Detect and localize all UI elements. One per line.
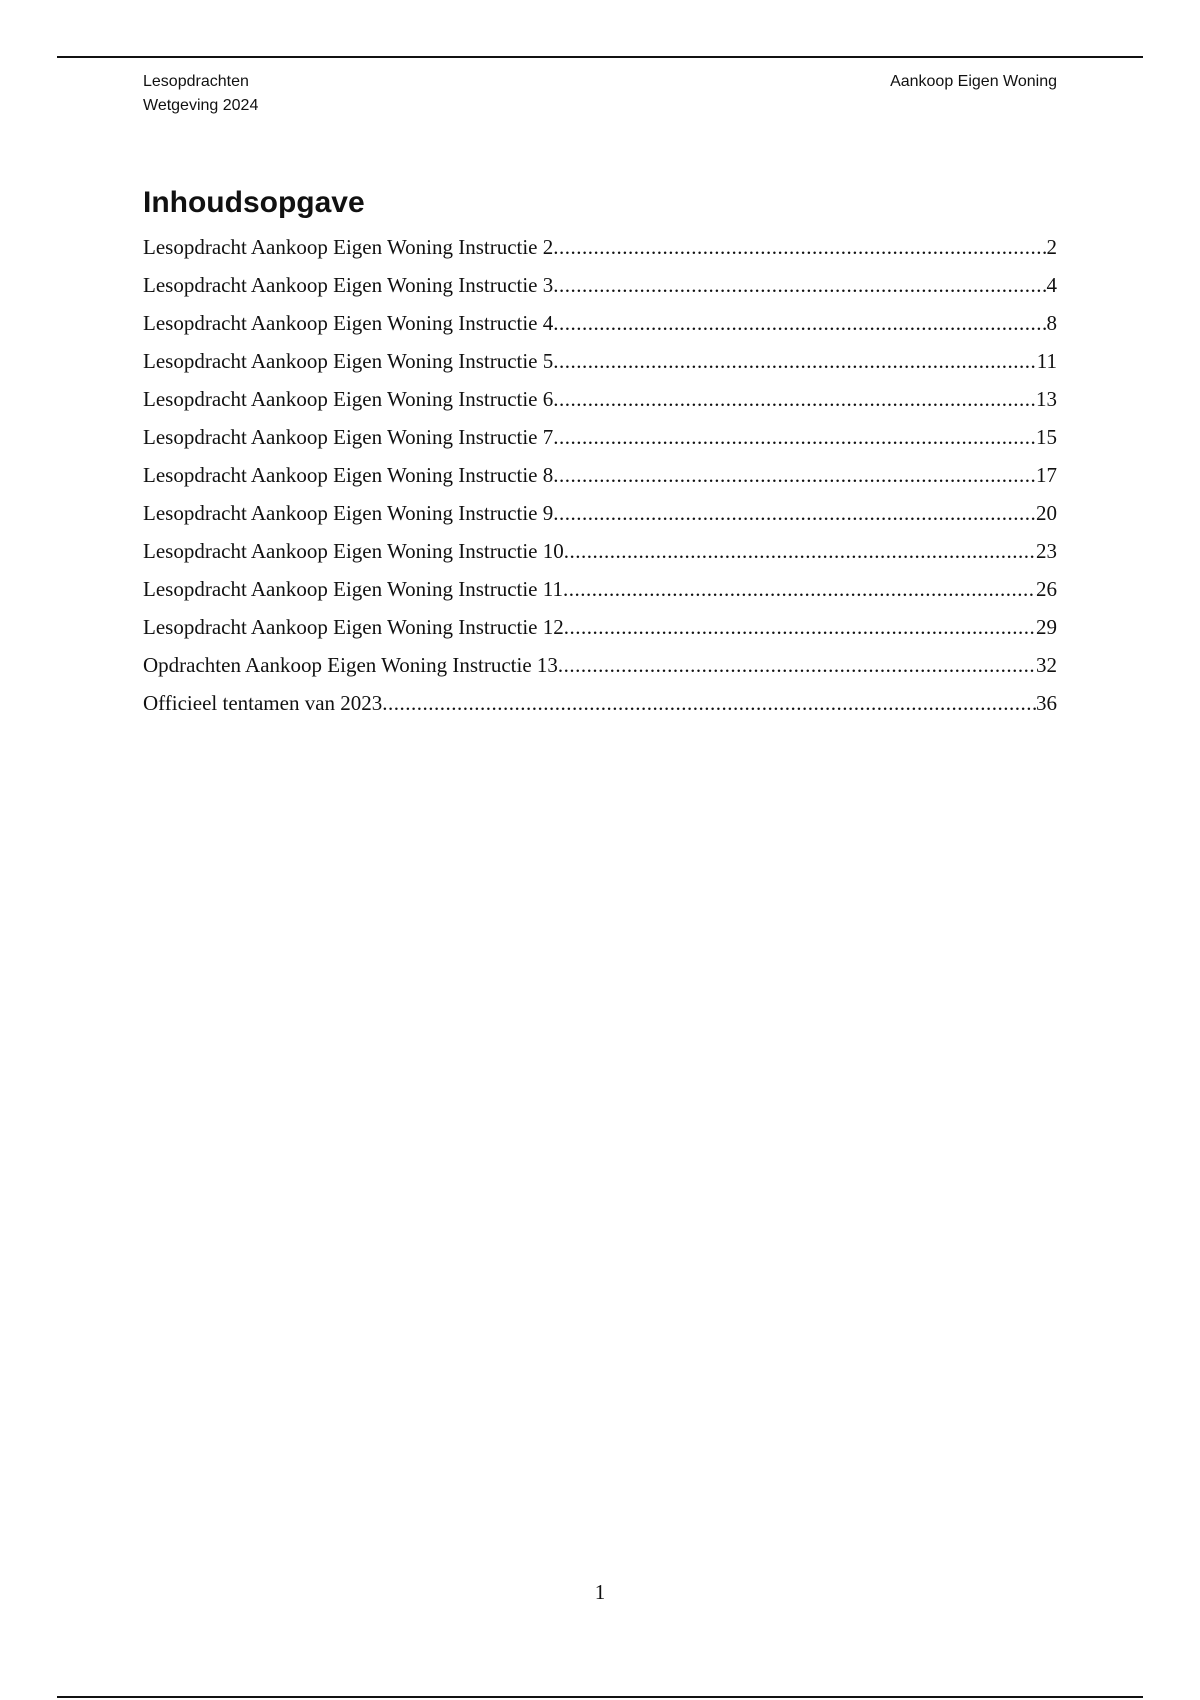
toc-title: Inhoudsopgave bbox=[143, 186, 365, 219]
toc-entry-page: 2 bbox=[1046, 235, 1057, 259]
toc-entry-text: Lesopdracht Aankoop Eigen Woning Instructie 2 bbox=[143, 235, 554, 259]
toc-entry[interactable] bbox=[143, 266, 1057, 304]
toc-dot-leader bbox=[558, 646, 1036, 684]
toc-entry[interactable] bbox=[143, 570, 1057, 608]
toc-entry-page: 11 bbox=[1036, 349, 1057, 373]
toc-dot-leader bbox=[553, 418, 1036, 456]
toc-dot-leader bbox=[553, 380, 1036, 418]
page-number: 1 bbox=[594, 1580, 606, 1604]
toc-entry-text: Lesopdracht Aankoop Eigen Woning Instructie 4 bbox=[143, 311, 554, 335]
toc-entry-page: 36 bbox=[1036, 691, 1057, 715]
toc-entry-page: 8 bbox=[1046, 311, 1057, 335]
toc-entry-text: Lesopdracht Aankoop Eigen Woning Instructie 6 bbox=[143, 387, 554, 411]
table-of-contents bbox=[143, 228, 1057, 722]
toc-dot-leader bbox=[553, 228, 1046, 266]
toc-entry-page: 32 bbox=[1036, 653, 1057, 677]
toc-entry-text: Lesopdracht Aankoop Eigen Woning Instructie 3 bbox=[143, 273, 554, 297]
toc-entry-page: 17 bbox=[1036, 463, 1057, 487]
toc-entry[interactable] bbox=[143, 684, 1057, 722]
toc-entry[interactable] bbox=[143, 532, 1057, 570]
header-topic-label: Aankoop Eigen Woning bbox=[890, 73, 1057, 90]
header-rule bbox=[57, 56, 1143, 58]
toc-entry[interactable] bbox=[143, 304, 1057, 342]
toc-entry-text: Lesopdracht Aankoop Eigen Woning Instructie 5 bbox=[143, 349, 554, 373]
toc-entry-text: Lesopdracht Aankoop Eigen Woning Instructie 9 bbox=[143, 501, 554, 525]
toc-dot-leader bbox=[553, 494, 1036, 532]
toc-dot-leader bbox=[564, 532, 1036, 570]
toc-entry-page: 4 bbox=[1046, 273, 1057, 297]
toc-dot-leader bbox=[553, 304, 1046, 342]
toc-entry[interactable] bbox=[143, 494, 1057, 532]
toc-entry-text: Opdrachten Aankoop Eigen Woning Instructie 13 bbox=[143, 653, 558, 677]
toc-entry-text: Lesopdracht Aankoop Eigen Woning Instructie 12 bbox=[143, 615, 564, 639]
toc-entry-page: 29 bbox=[1036, 615, 1057, 639]
toc-dot-leader bbox=[564, 608, 1036, 646]
toc-dot-leader bbox=[553, 456, 1036, 494]
header-subject-label: Wetgeving 2024 bbox=[143, 97, 259, 114]
footer-rule bbox=[57, 1696, 1143, 1698]
toc-entry-page: 20 bbox=[1036, 501, 1057, 525]
toc-entry-text: Lesopdracht Aankoop Eigen Woning Instructie 8 bbox=[143, 463, 554, 487]
toc-entry[interactable] bbox=[143, 456, 1057, 494]
toc-entry-text: Lesopdracht Aankoop Eigen Woning Instructie 7 bbox=[143, 425, 554, 449]
toc-dot-leader bbox=[563, 570, 1036, 608]
toc-dot-leader bbox=[382, 684, 1036, 722]
toc-entry[interactable] bbox=[143, 228, 1057, 266]
toc-entry-page: 15 bbox=[1036, 425, 1057, 449]
toc-entry[interactable] bbox=[143, 380, 1057, 418]
header-course-label: Lesopdrachten bbox=[143, 73, 249, 90]
toc-entry[interactable] bbox=[143, 646, 1057, 684]
toc-entry-text: Lesopdracht Aankoop Eigen Woning Instructie 11 bbox=[143, 577, 563, 601]
toc-entry[interactable] bbox=[143, 418, 1057, 456]
toc-dot-leader bbox=[553, 266, 1046, 304]
toc-entry-page: 13 bbox=[1036, 387, 1057, 411]
toc-entry[interactable] bbox=[143, 342, 1057, 380]
toc-dot-leader bbox=[553, 342, 1037, 380]
toc-entry[interactable] bbox=[143, 608, 1057, 646]
toc-entry-page: 26 bbox=[1036, 577, 1057, 601]
toc-entry-text: Lesopdracht Aankoop Eigen Woning Instructie 10 bbox=[143, 539, 564, 563]
header-left bbox=[143, 70, 258, 118]
toc-entry-text: Officieel tentamen van 2023 bbox=[143, 691, 383, 715]
toc-entry-page: 23 bbox=[1036, 539, 1057, 563]
